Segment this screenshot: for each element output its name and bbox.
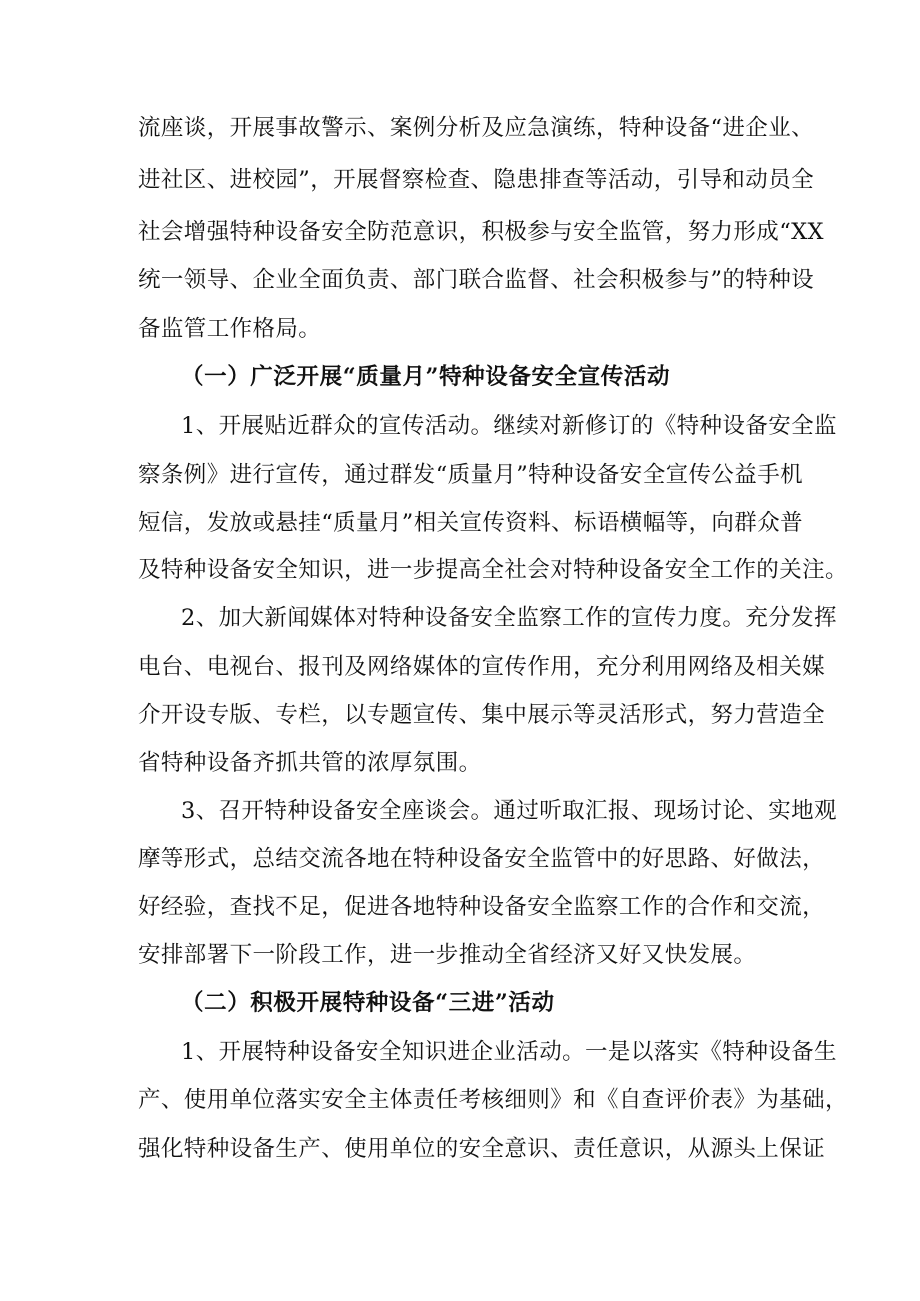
body-text-line: 短信，发放或悬挂“质量月”相关宣传资料、标语横幅等，向群众普 (138, 510, 804, 536)
section-heading: （一）广泛开展“质量月”特种设备安全宣传活动 (181, 364, 671, 390)
body-text-line: 安排部署下一阶段工作，进一步推动全省经济又好又快发展。 (138, 942, 757, 968)
body-text-line: 进社区、进校园”，开展督察检查、隐患排查等活动，引导和动员全 (138, 167, 815, 193)
body-text-line: 省特种设备齐抓共管的浓厚氛围。 (138, 750, 482, 776)
body-text-line: 社会增强特种设备安全防范意识，积极参与安全监管，努力形成“XX (138, 219, 824, 245)
body-text-line: 及特种设备安全知识，进一步提高全社会对特种设备安全工作的关注。 (138, 557, 848, 583)
body-text-line: 备监管工作格局。 (138, 316, 322, 342)
body-text-line: 摩等形式，总结交流各地在特种设备安全监管中的好思路、好做法， (138, 846, 826, 872)
body-text-line: 统一领导、企业全面负责、部门联合监督、社会积极参与”的特种设 (138, 267, 815, 293)
body-text-line: 介开设专版、专栏，以专题宣传、集中展示等灵活形式，努力营造全 (138, 702, 826, 728)
paragraph-first-line: 2、加大新闻媒体对特种设备安全监察工作的宣传力度。充分发挥 (181, 605, 837, 631)
body-text-line: 察条例》进行宣传，通过群发“质量月”特种设备安全宣传公益手机 (138, 462, 804, 488)
paragraph-first-line: 3、召开特种设备安全座谈会。通过听取汇报、现场讨论、实地观 (181, 798, 837, 824)
body-text-line: 产、使用单位落实安全主体责任考核细则》和《自查评价表》为基础， (138, 1087, 848, 1113)
paragraph-first-line: 1、开展贴近群众的宣传活动。继续对新修订的《特种设备安全监 (181, 413, 837, 439)
body-text-line: 电台、电视台、报刊及网络媒体的宣传作用，充分利用网络及相关媒 (138, 654, 826, 680)
body-text-line: 强化特种设备生产、使用单位的安全意识、责任意识，从源头上保证 (138, 1136, 826, 1162)
body-text-line: 好经验，查找不足，促进各地特种设备安全监察工作的合作和交流， (138, 894, 826, 920)
section-heading: （二）积极开展特种设备“三进”活动 (181, 990, 555, 1016)
body-text-line: 流座谈，开展事故警示、案例分析及应急演练，特种设备“进企业、 (138, 115, 815, 141)
paragraph-first-line: 1、开展特种设备安全知识进企业活动。一是以落实《特种设备生 (181, 1039, 837, 1065)
